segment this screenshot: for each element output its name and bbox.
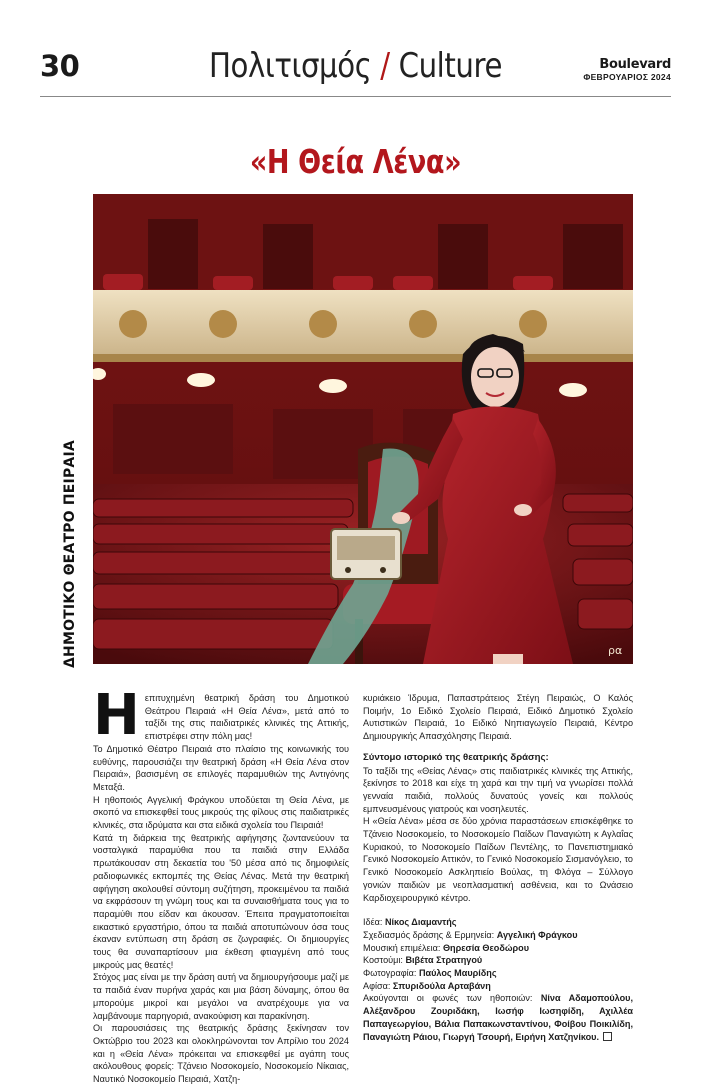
credit-value: Βιβέτα Στρατηγού bbox=[405, 955, 483, 966]
paragraph-history-2: Η «Θεία Λένα» μέσα σε δύο χρόνια παραστάσεων επισκέφθηκε το Τζάνειο Νοσοκομείο, το Νοσοκομείο Παίδων Παναγιώτη κ Αγλαΐας Κυριακού, το Νοσοκομείο Παίδων Πεντέλης, το Πανεπιστημιακό Γενικό Νοσοκομείο Αττικόν, το Γενικό Νοσοκομείο Σισμανόγλειο, το Γενικό Νοσοκομείο Ασκληπιείο Βούλας, τη Φλόγα – Σύλλογο γονιών παιδιών με νεοπλασματική ασθένεια, και το Ωνάσειο Καρδιοχειρουργικό κέντρο. bbox=[363, 816, 633, 903]
credit-value: Θηρεσία Θεοδώρου bbox=[442, 942, 530, 953]
paragraph-theatre: Το Δημοτικό Θέατρο Πειραιά στο πλαίσιο της κοινωνικής του ευθύνης, παρουσιάζει την θεατρική δράση «Η Θεία Λένα στον Πειραιά», βασισμένη σε επιλογές παραμυθιών της Αντιγόνης Μεταξά. bbox=[93, 743, 349, 792]
page-number: 30 bbox=[40, 49, 80, 83]
paragraph-actress: Η ηθοποιός Αγγελική Φράγκου υποδύεται τη Θεία Λένα, με σκοπό να επισκεφθεί τους μικρούς της φίλους στις παιδιατρικές κλινικές, στα ιδρύματα και στα ειδικά σχολεία του Πειραιά! bbox=[93, 794, 349, 831]
paragraph-history-1: Το ταξίδι της «Θείας Λένας» στις παιδιατρικές κλινικές της Αττικής, ξεκίνησε το 2018 και είχε τη χαρά και την τιμή να γνωρίσει πολλά γενναία παιδιά, πολλούς δυνατούς γονείς και πολλούς εμπνευσμένους γιατρούς και νοσηλευτές. bbox=[363, 765, 633, 814]
credit-value: Αγγελική Φράγκου bbox=[496, 929, 578, 940]
paragraph-schedule: Οι παρουσιάσεις της θεατρικής δράσης ξεκίνησαν τον Οκτώβριο του 2023 και ολοκληρώνονται τον Απρίλιο του 2024 και η «Θεία Λένα» πρόκειται να επισκεφθεί με αγάπη τους ακόλουθους φορείς: Τζάνειο Νοσοκομείο, Νοσοκομείο Νίκαιας, Ναυτικό Νοσοκομείο Πειραιά, Χατζη- bbox=[93, 1023, 349, 1085]
credit-label: Φωτογραφία: bbox=[363, 968, 419, 979]
voices-value: Νίνα Αδαμοπούλου, Αλέξανδρου Ζουριδάκη, Ιωσήφ Ιωσηφίδη, Αχιλλέα Παπαγεωργίου, Βάλια Παπακωνσταντίνου, Φοίβου Ποικιλίδη, Παναγιώτη Ράιου, Γιωργή Τσουρή, Ειρήνη Χατζηνίκου. bbox=[363, 993, 633, 1042]
credit-label: Μουσική επιμέλεια: bbox=[363, 942, 443, 953]
credit-label: Σχεδιασμός δράσης & Ερμηνεία: bbox=[363, 929, 497, 940]
paragraph-narration: Κατά τη διάρκεια της θεατρικής αφήγησης ζωντανεύουν τα νοσταλγικά παραμύθια που τα παιδιά στην Ελλάδα πρωτάκουσαν στη δεκαετία του '50 μέσα από τις δημοφιλείς ραδιοφωνικές εκπομπές της Θείας Λένας. Μετά την θεατρική αφήγηση ακολουθεί σύντομη συζήτηση, προκειμένου τα παιδιά να εκφράσουν τη γνώμη τους και τα συναισθήματα τους για το παραμύθι που είδαν και άκουσαν. Έπειτα πραγματοποιείται εικαστικό εργαστήριο, όπου τα παιδιά αποτυπώνουν όσα τους έκαναν εντύπωση στη δράση σε ζωγραφιές. Οι δημιουργίες τους θα συναπαρτίσουν μια έκθεση φτιαγμένη από τους μικρούς μας θεατές! bbox=[93, 832, 349, 970]
credit-line bbox=[363, 942, 633, 955]
section-title-greek: Πολιτισμός bbox=[208, 46, 372, 86]
credits-list bbox=[363, 916, 633, 1043]
credit-label: Ιδέα: bbox=[363, 917, 385, 928]
credit-label: Αφίσα: bbox=[363, 980, 393, 991]
section-title bbox=[50, 46, 661, 86]
credit-line bbox=[363, 916, 633, 929]
credit-value: Σπυριδούλα Αρταβάνη bbox=[392, 980, 491, 991]
issue-date: ΦΕΒΡΟΥΑΡΙΟΣ 2024 bbox=[583, 72, 671, 82]
paragraph-intro: επιτυχημένη θεατρική δράση του Δημοτικού Θεάτρου Πειραιά «Η Θεία Λένα», μετά από το ταξίδι της στις παιδιατρικές κλινικές της Αττικής, επιστρέφει στην πόλη μας! bbox=[144, 693, 349, 742]
credit-value: Νίκος Διαμαντής bbox=[384, 917, 457, 928]
side-label: ΔΗΜΟΤΙΚΟ ΘΕΑΤΡΟ ΠΕΙΡΑΙΑ bbox=[62, 440, 78, 668]
credit-line bbox=[363, 929, 633, 942]
article-right-column bbox=[363, 692, 633, 1043]
drop-cap: Η bbox=[93, 683, 140, 748]
credit-value: Παύλος Μαυρίδης bbox=[418, 968, 497, 979]
magazine-brand bbox=[583, 58, 671, 82]
theatre-photo bbox=[93, 194, 633, 664]
history-subhead: Σύντομο ιστορικό της θεατρικής δράσης: bbox=[363, 751, 549, 763]
paragraph-goal: Στόχος μας είναι με την δράση αυτή να δημιουργήσουμε μαζί με τα παιδιά έναν πυρήνα χαράς και μια βάση δύναμης, όπου θα μπορούμε μικροί και μεγάλοι να ανατρέχουμε για να λαμβάνουμε παρηγοριά, ανακούφιση και παρακίνηση. bbox=[93, 972, 349, 1021]
article-photo bbox=[93, 194, 633, 664]
credit-line bbox=[363, 954, 633, 967]
credit-voices bbox=[363, 992, 633, 1043]
photo-watermark: ρα bbox=[608, 644, 623, 657]
voices-label: Ακούγονται οι φωνές των ηθοποιών: bbox=[363, 993, 541, 1004]
credit-line bbox=[363, 980, 633, 993]
credit-line bbox=[363, 967, 633, 980]
section-title-english: Culture bbox=[398, 46, 503, 86]
header-divider bbox=[40, 96, 671, 97]
end-of-article-icon bbox=[603, 1032, 612, 1041]
article-left-column bbox=[93, 683, 349, 1086]
brand-name: Boulevard bbox=[599, 57, 671, 72]
section-separator: / bbox=[380, 46, 390, 86]
article-headline: «Η Θεία Λένα» bbox=[249, 142, 462, 181]
paragraph-venues: κυριάκειο Ίδρυμα, Παπαστράτειος Στέγη Πειραιώς, Ο Καλός Ποιμήν, 1ο Ειδικό Σχολείο Πειραιά, Ειδικό Δημοτικό Σχολείο Αυτιστικών Πειραιά, 1ο Ειδικό Νηπιαγωγείο Πειραιά, Κέντρο Δημιουργικής Απασχόλησης Πειραιά. bbox=[363, 693, 633, 742]
credit-label: Κοστούμι: bbox=[363, 955, 406, 966]
